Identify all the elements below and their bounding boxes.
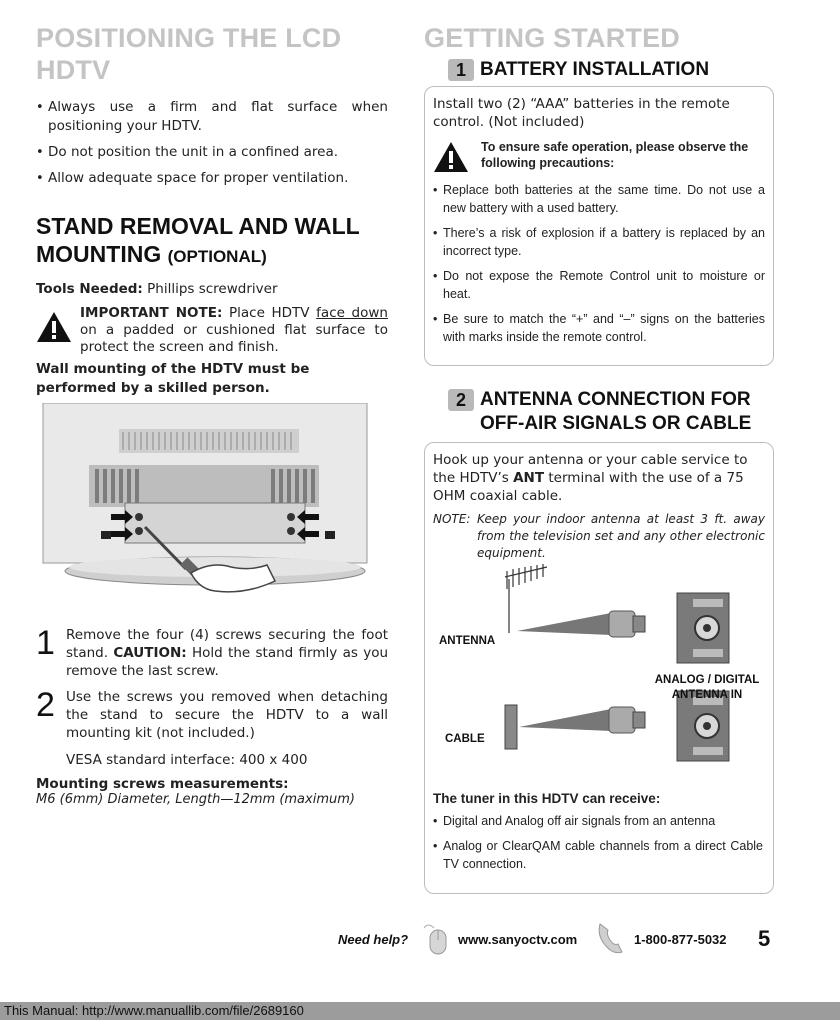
page-number: 5 (758, 926, 771, 951)
antenna-input-label: ANALOG / DIGITAL ANTENNA IN (654, 674, 760, 701)
list-item: • Do not expose the Remote Control unit to moisture or heat. (433, 267, 765, 303)
tuner-list (433, 812, 763, 873)
left-column (36, 22, 388, 398)
manual-source-bar[interactable]: This Manual: http://www.manuallib.com/file/2689160 (0, 1002, 840, 1020)
battery-lead: Install two (2) “AAA” batteries in the remote control. (Not included) (433, 96, 730, 130)
right-column (424, 22, 774, 894)
list-item: • Analog or ClearQAM cable channels from a direct Cable TV connection. (433, 837, 763, 873)
website-link[interactable]: www.sanyoctv.com (458, 932, 578, 947)
vesa-interface: VESA standard interface: 400 x 400 (66, 752, 308, 768)
list-item: • Allow adequate space for proper ventilation. (36, 169, 388, 188)
step-1: 1 Remove the four (4) screws securing the foot stand. CAUTION: Hold the stand firmly as you remove the last screw. (36, 624, 389, 679)
need-help-text: Need help? (338, 932, 409, 947)
tv-stand-illustration (41, 403, 368, 601)
phone-icon (594, 920, 630, 956)
optional-tag: (OPTIONAL) (167, 247, 267, 266)
list-item: • There’s a risk of explosion if a battery is replaced by an incorrect type. (433, 224, 765, 260)
positioning-list (36, 98, 388, 188)
antenna-note: NOTE: Keep your indoor antenna at least 3 ft. away from the television set and any other electronic equipment. (433, 512, 765, 560)
tuner-section (433, 791, 763, 880)
stand-steps (36, 626, 388, 807)
antenna-box (424, 442, 774, 894)
mounting-screws-value: M6 (6mm) Diameter, Length—12mm (maximum) (36, 792, 355, 807)
antenna-lead: Hook up your antenna or your cable service to the HDTV’s ANT terminal with the use of a 75 OHM coaxial cable. (433, 452, 748, 504)
help-row (0, 920, 840, 960)
important-note: IMPORTANT NOTE: Place HDTV face down on a padded or cushioned flat surface to protect the screen and finish. (36, 305, 388, 356)
mounting-screws-label: Mounting screws measurements: (36, 776, 289, 792)
wall-mount-warning: Wall mounting of the HDTV must be performed by a skilled person. (36, 361, 310, 396)
warning-icon (36, 311, 72, 343)
cable-label: CABLE (445, 733, 485, 745)
battery-box (424, 86, 774, 366)
battery-precaution-list (433, 181, 765, 346)
antenna-icon (505, 564, 547, 633)
list-item: • Digital and Analog off air signals from an antenna (433, 812, 763, 830)
warning-icon (433, 141, 469, 173)
list-item: • Replace both batteries at the same time. Do not use a new battery with a used battery. (433, 181, 765, 217)
step-2: 2 Use the screws you removed when detaching the stand to secure the HDTV to a wall mounting kit (not included.) (36, 686, 388, 741)
list-item: • Do not position the unit in a confined area. (36, 143, 388, 162)
getting-started-title: GETTING STARTED (424, 23, 680, 53)
stand-removal-title: STAND REMOVAL AND WALL MOUNTING (OPTIONAL) (36, 213, 360, 267)
tuner-heading: The tuner in this HDTV can receive: (433, 791, 661, 806)
step-badge: 2 (448, 389, 474, 411)
list-item: • Always use a firm and flat surface when positioning your HDTV. (36, 98, 388, 136)
list-item: • Be sure to match the “+” and “–” signs on the batteries with marks inside the remote control. (433, 310, 765, 346)
step-badge: 1 (448, 59, 474, 81)
battery-section-title: 1 BATTERY INSTALLATION (424, 58, 774, 82)
phone-number: 1-800-877-5032 (634, 932, 727, 947)
tools-needed: Tools Needed: Phillips screwdriver (36, 281, 278, 297)
antenna-section-title: 2 ANTENNA CONNECTION FOR OFF-AIR SIGNALS OR CABLE (424, 388, 774, 436)
positioning-title: POSITIONING THE LCD HDTV (36, 23, 342, 85)
battery-precaution: To ensure safe operation, please observe the following precautions: (433, 139, 765, 171)
mouse-icon (418, 922, 452, 956)
antenna-label: ANTENNA (439, 635, 496, 647)
